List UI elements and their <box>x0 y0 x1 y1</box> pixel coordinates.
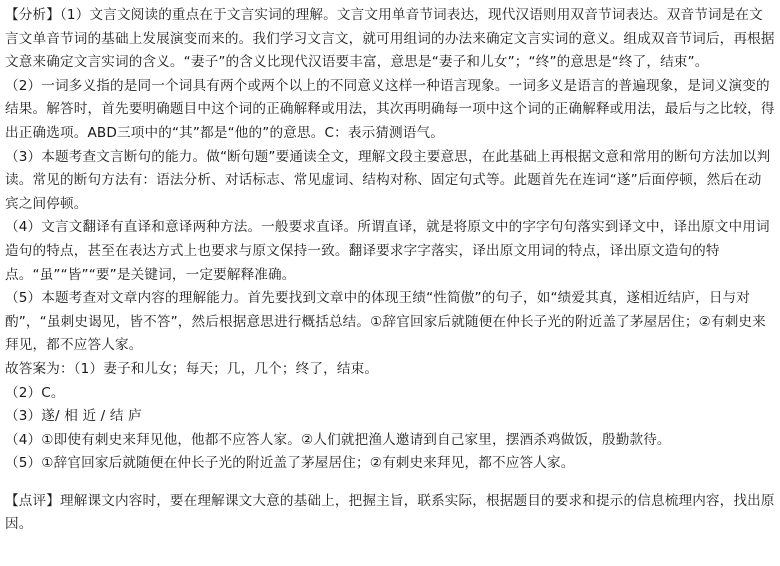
answer-3: （3）遂/ 相 近 / 结 庐 <box>5 408 142 425</box>
analysis-paragraph-4: （4）文言文翻译有直译和意译两种方法。一般要求直译。所谓直译，就是将原文中的字字句句落实到译文中，译出原文中用词造句的特点，甚至在表达方式上也要求与原文保持一致。翻译要求字字落实，译出原文用词的特点，译出原文造句的特点。“虽”“皆”“要”是关键词，一定要解释准确。 <box>5 219 770 283</box>
comment-tag: 【点评】 <box>5 492 60 509</box>
analysis-paragraph-1 <box>5 4 775 75</box>
analysis-paragraph-2: （2）一词多义指的是同一个词具有两个或两个以上的不同意义这样一种语言现象。一词多义是语言的普遍现象，是词义演变的结果。解答时，首先要明确题目中这个词的正确解释或用法，其次再明确每一项中这个词的正确解释或用法，最后与之比较，得出正确选项。ABD三项中的“其”都是“他的”的意思。C：表示猜测语气。 <box>5 77 775 141</box>
analysis-tag: 【分析】 <box>5 7 60 23</box>
analysis-text-1: （1）文言文阅读的重点在于文言实词的理解。文言文用单音节词表达，现代汉语则用双音节词表达。双音节词是在文言文单音节词的基础上发展演变而来的。我们学习文言文，就可用组词的办法来确定文言实词的意义。组成双音节词后，再根据文意来确定文言实词的含义。“妻子”的含义比现代汉语要丰富，意思是“妻子和儿女”；“终”的意思是“终了，结束”。 <box>5 7 775 71</box>
comment-text: 理解课文内容时，要在理解课文大意的基础上，把握主旨，联系实际，根据题目的要求和提示的信息梳理内容，找出原因。 <box>5 492 775 533</box>
section-spacer <box>5 476 775 490</box>
analysis-paragraph-3: （3）本题考查文言断句的能力。做“断句题”要通读全文，理解文段主要意思，在此基础上再根据文意和常用的断句方法加以判读。常见的断句方法有：语法分析、对话标志、常见虚词、结构对称、固定句式等。此题首先在连词“遂”后面停顿，然后在动宾之间停顿。 <box>5 148 771 212</box>
comment-paragraph <box>5 490 775 537</box>
answer-5: （5）①辞官回家后就随便在仲长子光的附近盖了茅屋居住；②有刺史来拜见，都不应答人家。 <box>5 455 575 472</box>
analysis-paragraph-5: （5）本题考查对文章内容的理解能力。首先要找到文章中的体现王绩“性简傲”的句子，如“绩爱其真，遂相近结庐，日与对酌”，“虽刺史谒见，皆不答”，然后根据意思进行概括总结。①辞官回家后就随便在仲长子光的附近盖了茅屋居住；②有刺史来拜见，都不应答人家。 <box>5 290 766 354</box>
answer-4: （4）①即使有刺史来拜见他，他都不应答人家。②人们就把渔人邀请到自己家里，摆酒杀鸡做饭，殷勤款待。 <box>5 431 671 448</box>
answer-intro: 故答案为：（1）妻子和儿女；每天；几，几个；终了，结束。 <box>5 360 379 377</box>
answer-2: （2）C。 <box>5 384 65 401</box>
